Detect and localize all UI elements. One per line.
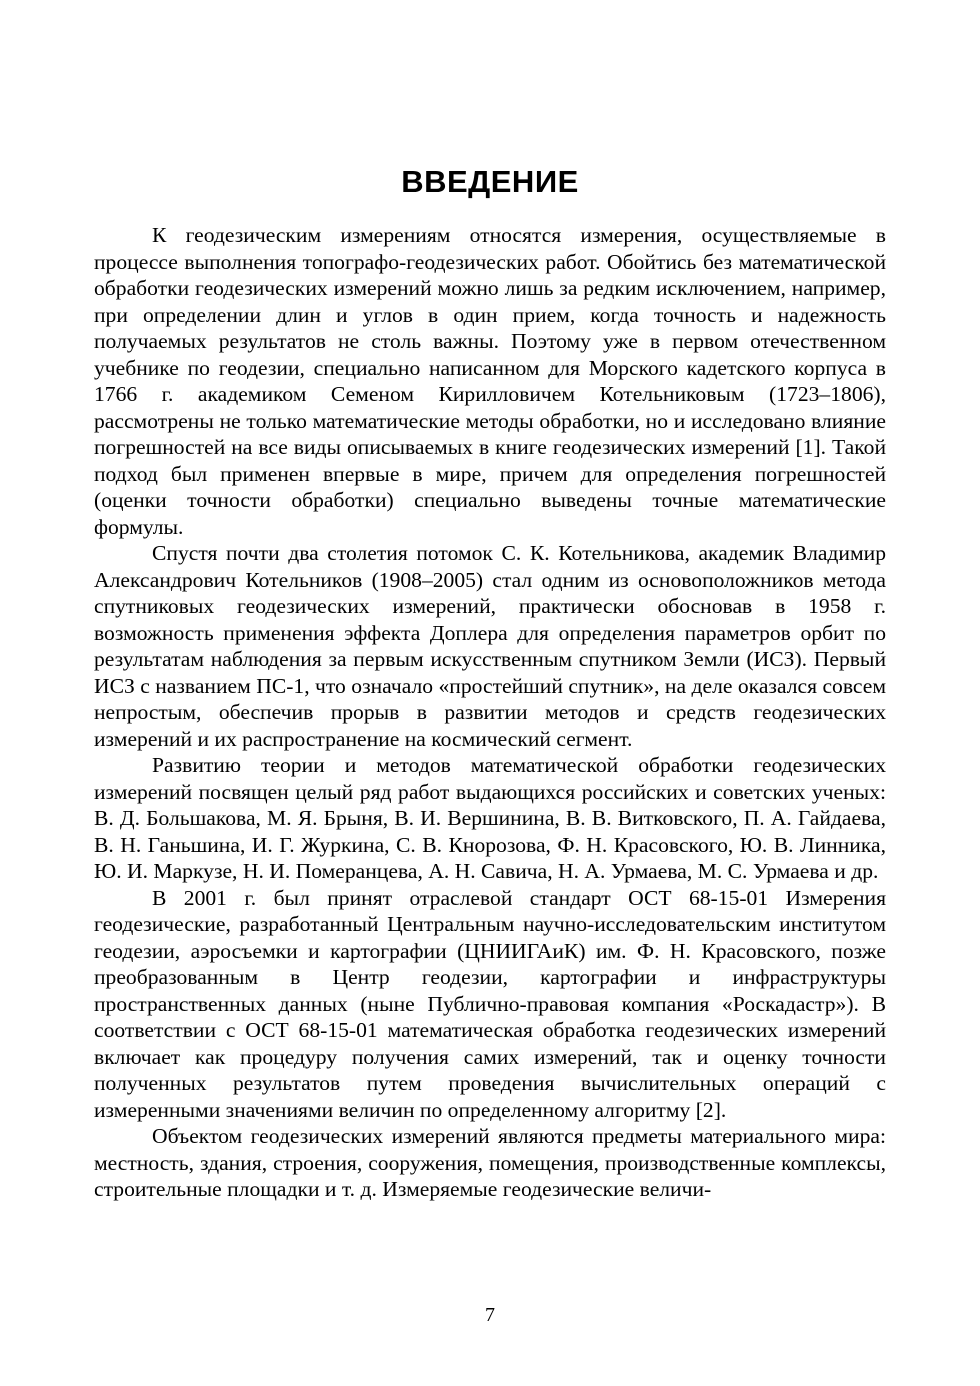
body-text xyxy=(94,222,886,1203)
paragraph-3: Развитию теории и методов математической обработки геодезических измерений посвящен целый ряд работ выдающихся российских и советских ученых: В. Д. Большакова, М. Я. Брыня, В. И. Вершинина, В. В. Витковского, П. А. Гайдаева, В. Н. Ганьшина, И. Г. Журкина, С. В. Кнорозова, Ф. Н. Красовского, Ю. В. Линника, Ю. И. Маркузе, Н. И. Померанцева, А. Н. Савича, Н. А. Урмаева, М. С. Урмаева и др. xyxy=(94,753,886,883)
section-title: ВВЕДЕНИЕ xyxy=(401,164,579,199)
paragraph-5: Объектом геодезических измерений являются предметы материального мира: местность, здания, строения, сооружения, помещения, производственные комплексы, строительные площадки и т. д. Измеряемые геодезические величи- xyxy=(94,1124,886,1201)
page-number: 7 xyxy=(485,1304,495,1326)
paragraph-4: В 2001 г. был принят отраслевой стандарт ОСТ 68-15-01 Измерения геодезические, разработанный Центральным научно-исследовательским институтом геодезии, аэросъемки и картографии (ЦНИИГАиК) им. Ф. Н. Красовского, позже преобразованным в Центр геодезии, картографии и инфраструктуры пространственных данных (ныне Публично-правовая компания «Роскадастр»). В соответствии с ОСТ 68-15-01 математическая обработка геодезических измерений включает как процедуру получения самих измерений, так и оценку точности полученных результатов путем проведения вычислительных операций с измеренными значениями величин по определенному алгоритму [2]. xyxy=(94,885,886,1122)
paragraph-2: Спустя почти два столетия потомок С. К. Котельникова, академик Владимир Александрович Котельников (1908–2005) стал одним из основоположников метода спутниковых геодезических измерений, практически обосновав в 1958 г. возможность применения эффекта Доплера для определения параметров орбит по результатам наблюдения за первым искусственным спутником Земли (ИСЗ). Первый ИСЗ с названием ПС-1, что означало «простейший спутник», на деле оказался совсем непростым, обеспечив прорыв в развитии методов и средств геодезических измерений и их распространение на космический сегмент. xyxy=(94,541,886,751)
paragraph-1: К геодезическим измерениям относятся измерения, осуществляемые в процессе выполнения топографо-геодезических работ. Обойтись без математической обработки геодезических измерений можно лишь за редким исключением, например, при определении длин и углов в один прием, когда точность и надежность получаемых результатов не столь важны. Поэтому уже в первом отечественном учебнике по геодезии, специально написанном для Морского кадетского корпуса в 1766 г. академиком Семеном Кирилловичем Котельниковым (1723–1806), рассмотрены не только математические методы обработки, но и исследовано влияние погрешностей на все виды описываемых в книге геодезических измерений [1]. Такой подход был применен впервые в мире, причем для определения погрешностей (оценки точности обработки) специально выведены точные математические формулы. xyxy=(94,223,886,539)
